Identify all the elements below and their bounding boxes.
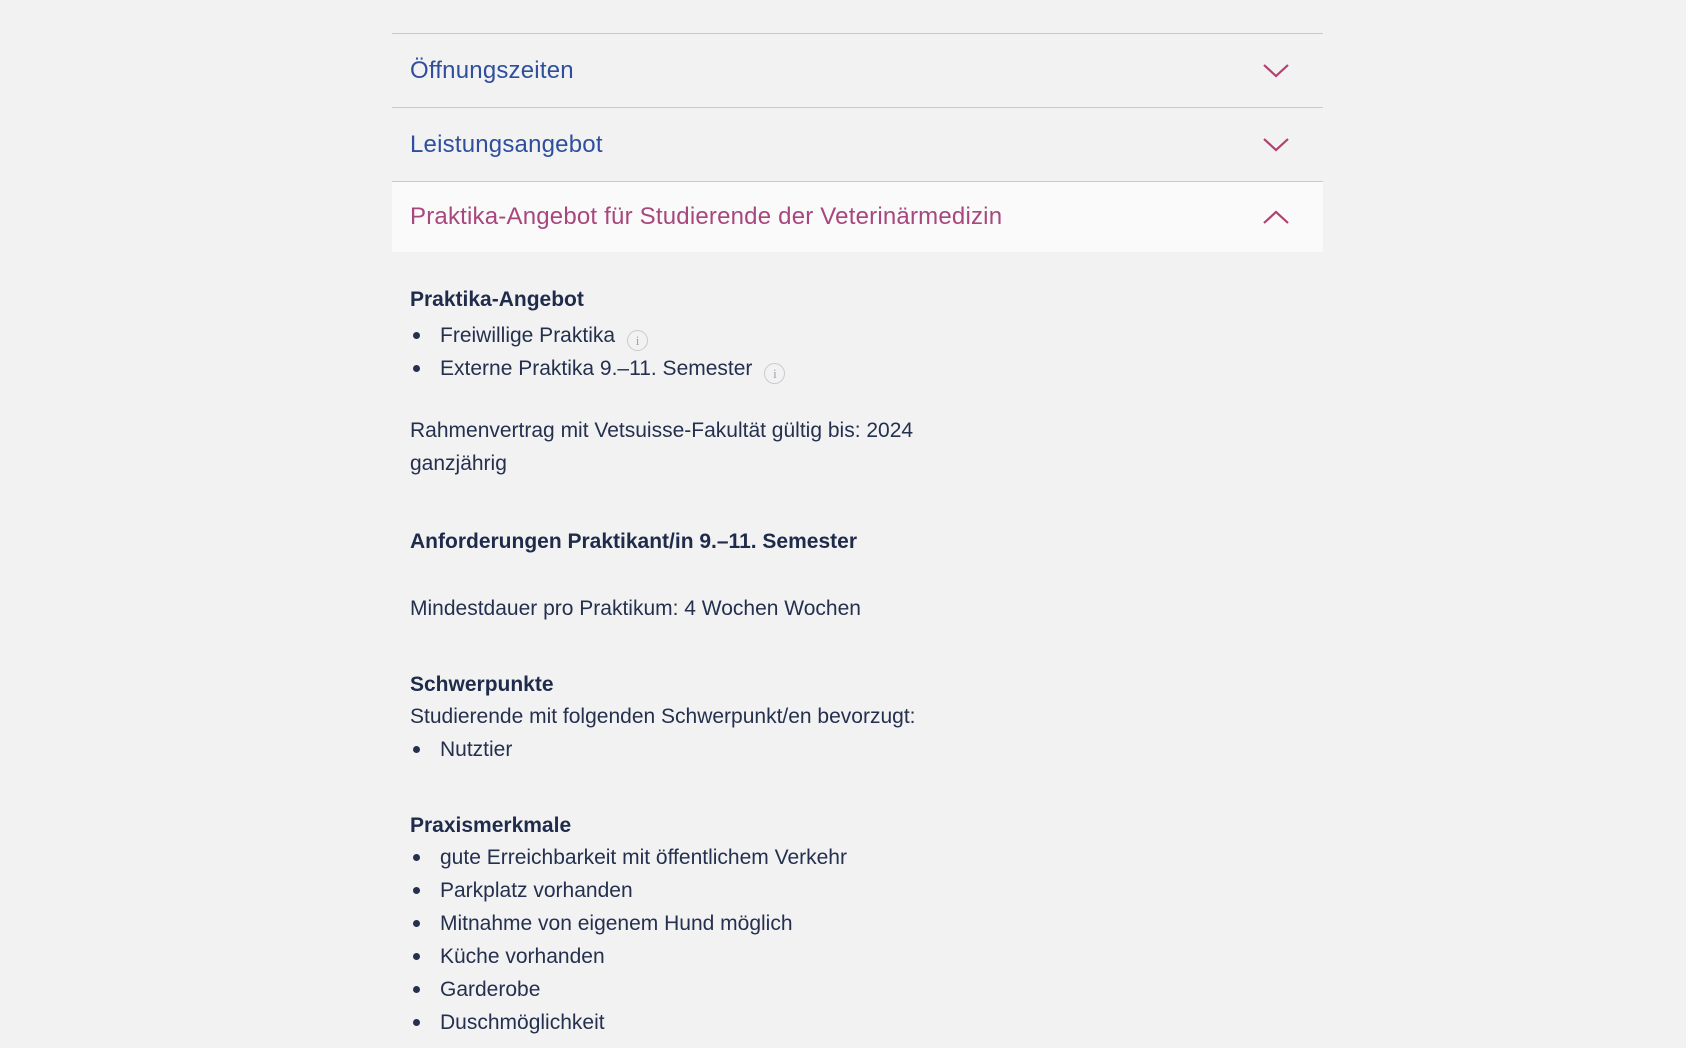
list-item (410, 907, 1323, 940)
accordion-title-leistungsangebot: Leistungsangebot (410, 130, 603, 158)
praxismerkmale-list (410, 841, 1323, 1039)
list-item-label: Externe Praktika 9.–11. Semester (440, 357, 753, 380)
accordion-title-praktika-angebot: Praktika-Angebot für Studierende der Veterinärmedizin (410, 203, 1003, 230)
contract-line: Rahmenvertrag mit Vetsuisse-Fakultät gültig bis: 2024 (410, 419, 914, 442)
list-item-label: Garderobe (440, 978, 541, 1001)
info-icon[interactable]: i (627, 330, 648, 351)
accordion (392, 33, 1323, 1039)
list-item (410, 319, 1323, 352)
contract-paragraph (410, 414, 1323, 480)
list-item (410, 874, 1323, 907)
list-item (410, 940, 1323, 973)
chevron-down-icon (1263, 138, 1289, 152)
list-item (410, 973, 1323, 1006)
season-line: ganzjährig (410, 452, 507, 475)
info-icon[interactable]: i (764, 363, 785, 384)
list-item (410, 841, 1323, 874)
section-heading-anforderungen: Anforderungen Praktikant/in 9.–11. Semester (410, 530, 857, 553)
list-item-label: Nutztier (440, 738, 513, 761)
section-heading-praktika-angebot: Praktika-Angebot (410, 288, 584, 311)
list-item-label: gute Erreichbarkeit mit öffentlichem Verkehr (440, 846, 847, 869)
schwerpunkte-intro: Studierende mit folgenden Schwerpunkt/en bevorzugt: (410, 705, 916, 728)
chevron-up-icon (1263, 210, 1289, 224)
accordion-item-oeffnungszeiten[interactable] (392, 33, 1323, 107)
list-item (410, 733, 1323, 766)
praktika-list (410, 319, 1323, 385)
section-heading-praxismerkmale: Praxismerkmale (410, 814, 572, 837)
accordion-title-oeffnungszeiten: Öffnungszeiten (410, 56, 574, 84)
chevron-down-icon (1263, 64, 1289, 78)
list-item-label: Mitnahme von eigenem Hund möglich (440, 912, 793, 935)
list-item-label: Parkplatz vorhanden (440, 879, 633, 902)
list-item (410, 352, 1323, 385)
list-item-label: Küche vorhanden (440, 945, 605, 968)
list-item (410, 1006, 1323, 1039)
accordion-item-praktika-angebot[interactable] (392, 181, 1323, 252)
duration-line: Mindestdauer pro Praktikum: 4 Wochen Wochen (410, 597, 861, 620)
section-heading-schwerpunkte: Schwerpunkte (410, 673, 554, 696)
schwerpunkte-list (410, 733, 1323, 766)
accordion-item-leistungsangebot[interactable] (392, 107, 1323, 181)
list-item-label: Duschmöglichkeit (440, 1011, 605, 1034)
list-item-label: Freiwillige Praktika (440, 324, 616, 347)
accordion-panel-praktika (392, 285, 1323, 1039)
